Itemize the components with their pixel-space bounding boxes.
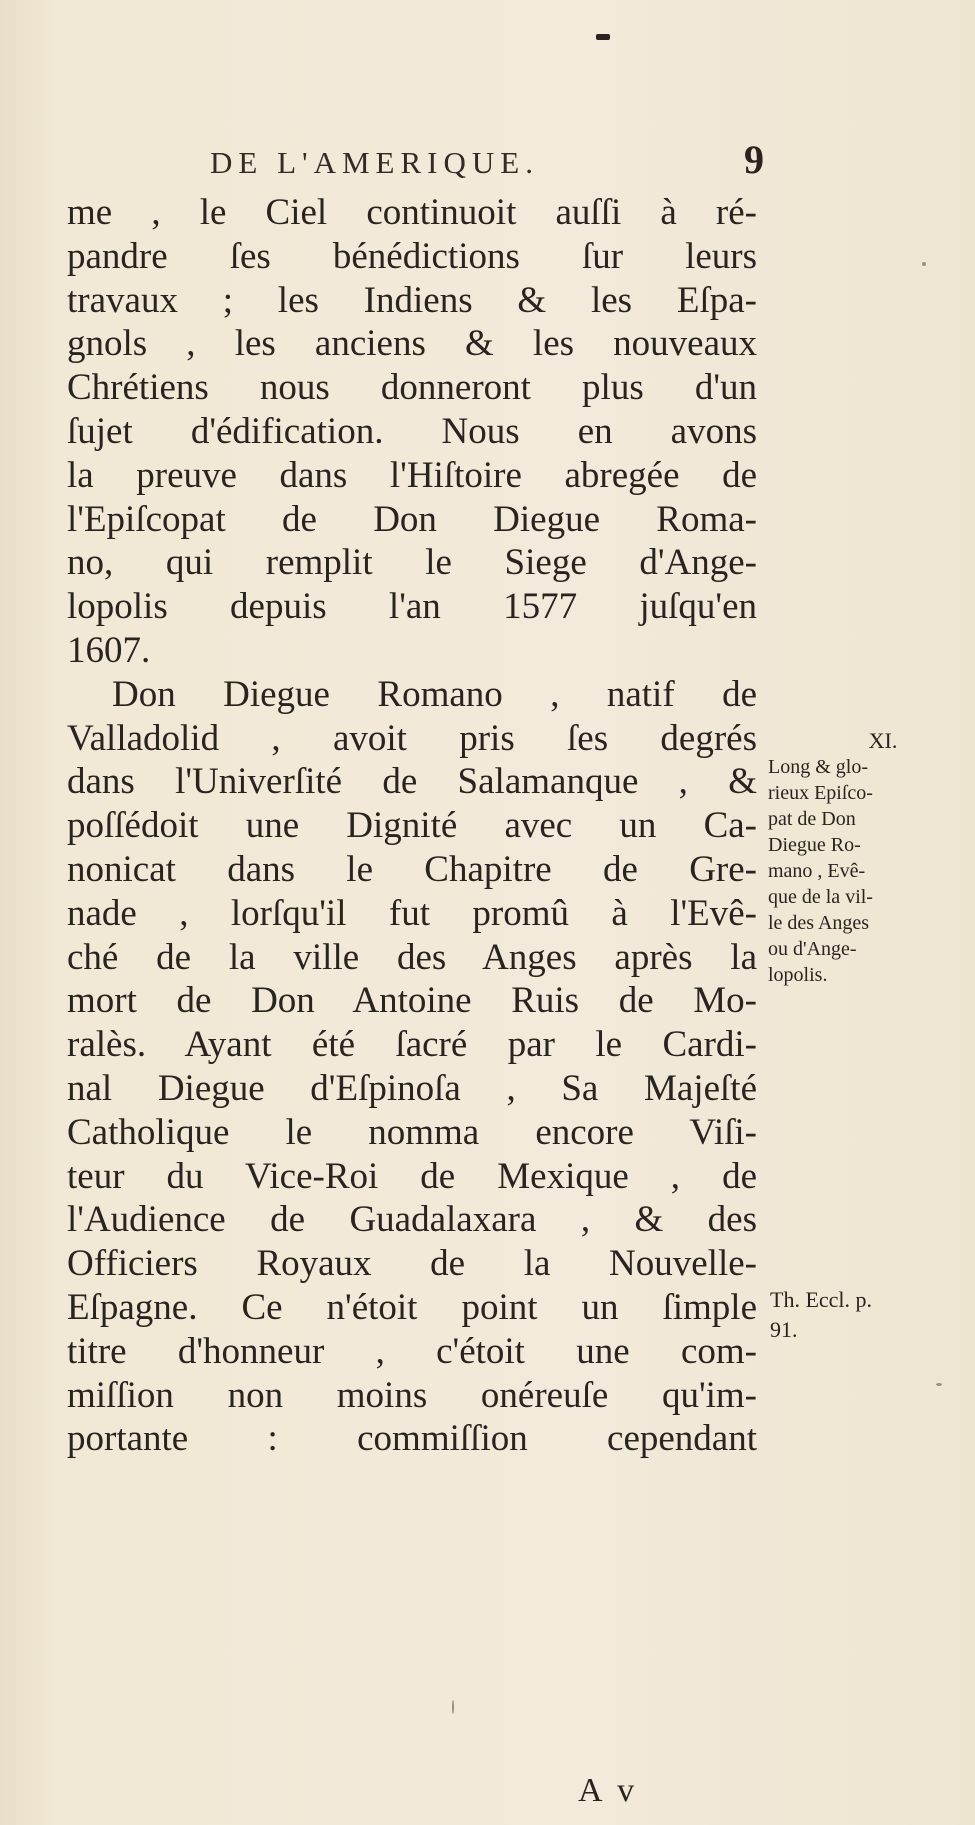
text-line: ſujet d'édification. Nous en avons [67, 410, 757, 452]
text-line: dans l'Univerſité de Salamanque , & [67, 761, 757, 803]
text-line: teur du Vice-Roi de Mexique , de [67, 1155, 757, 1197]
signature-mark: A v [578, 1772, 639, 1809]
text-line: Officiers Royaux de la Nouvelle- [67, 1243, 757, 1285]
text-line: poſſédoit une Dignité avec un Ca- [67, 805, 757, 847]
margin-note-line: que de la vil- [768, 886, 873, 908]
margin-reference-line: Th. Eccl. p. [770, 1287, 873, 1312]
text-line: mort de Don Antoine Ruis de Mo- [67, 980, 757, 1022]
margin-note-line: pat de Don [768, 808, 856, 830]
text-line: lopolis depuis l'an 1577 juſqu'en [67, 586, 757, 628]
margin-note-line: Diegue Ro- [768, 834, 861, 856]
ink-mark [596, 34, 610, 40]
text-line: travaux ; les Indiens & les Eſpa- [67, 279, 757, 321]
text-line: gnols , les anciens & les nouveaux [67, 323, 757, 365]
text-line: portante : commiſſion cependant [67, 1418, 757, 1460]
margin-note-line: mano , Evê- [768, 860, 866, 882]
margin-note-number: XI. [868, 728, 898, 753]
text-line: titre d'honneur , c'étoit une com- [67, 1330, 757, 1372]
page-number: 9 [744, 137, 764, 182]
text-line: Eſpagne. Ce n'étoit point un ſimple [67, 1286, 757, 1328]
margin-note-line: Long & glo- [768, 756, 868, 778]
margin-reference-line: 91. [770, 1317, 798, 1342]
text-line: no, qui remplit le Siege d'Ange- [67, 542, 757, 584]
page-header [210, 136, 770, 182]
text-line: Catholique le nomma encore Viſi- [67, 1111, 757, 1153]
text-line: l'Epiſcopat de Don Diegue Roma- [67, 498, 757, 540]
paper-speck [452, 1700, 454, 1714]
text-line: nal Diegue d'Eſpinoſa , Sa Majeſté [67, 1067, 757, 1109]
text-line: la preuve dans l'Hiſtoire abregée de [67, 454, 757, 496]
margin-note-line: ou d'Ange- [768, 938, 857, 960]
text-line: miſſion non moins onéreuſe qu'im- [67, 1374, 757, 1416]
text-line: nonicat dans le Chapitre de Gre- [67, 848, 757, 890]
text-line: Valladolid , avoit pris ſes degrés [67, 717, 757, 759]
margin-note-line: le des Anges [768, 912, 870, 934]
text-line: ralès. Ayant été ſacré par le Cardi- [67, 1024, 757, 1066]
text-line: ché de la ville des Anges après la [67, 936, 757, 978]
margin-note [768, 728, 968, 988]
text-line: nade , lorſqu'il fut promû à l'Evê- [67, 892, 757, 934]
text-line: 1607. [67, 629, 151, 671]
paper-speck [922, 262, 926, 266]
margin-note-line: lopolis. [768, 964, 828, 986]
text-line: Chrétiens nous donneront plus d'un [67, 367, 757, 409]
paper-speck [936, 1383, 942, 1386]
text-line: me , le Ciel continuoit auſſi à ré- [67, 192, 757, 233]
running-title: DE L'AMERIQUE. [210, 145, 539, 180]
text-line: l'Audience de Guadalaxara , & des [67, 1199, 757, 1241]
margin-reference [770, 1285, 970, 1345]
margin-note-line: rieux Epiſco- [768, 782, 873, 804]
body-text [67, 191, 757, 1461]
text-line: pandre ſes bénédictions ſur leurs [67, 235, 757, 277]
paragraph-start-line: Don Diegue Romano , natif de [112, 673, 757, 715]
